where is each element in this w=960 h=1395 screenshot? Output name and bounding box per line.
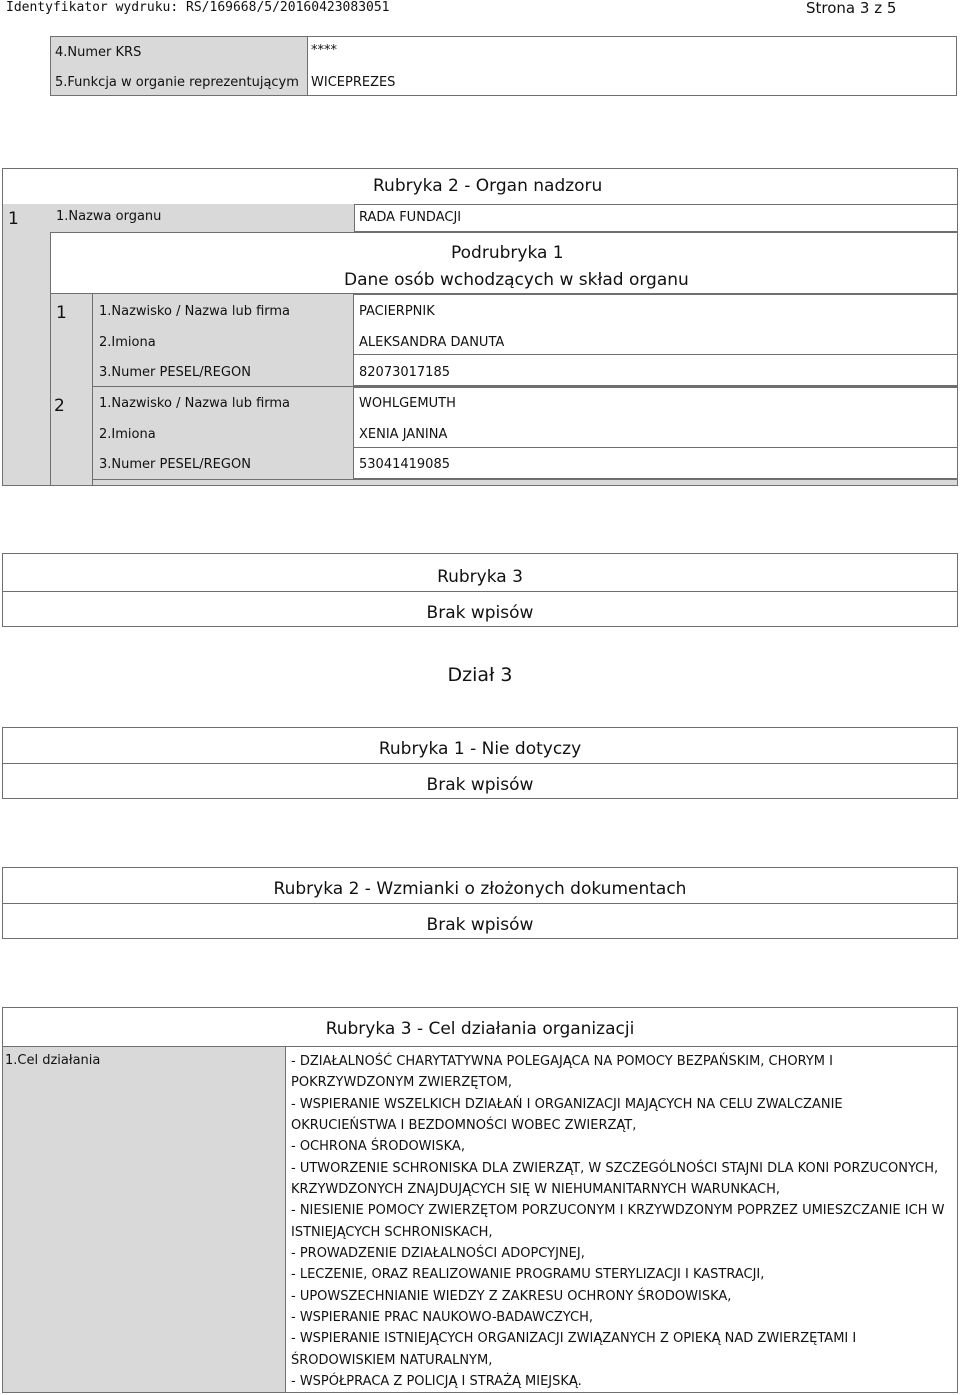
goal-line: POKRZYWDZONYM ZWIERZĘTOM, bbox=[291, 1075, 512, 1091]
person2-index: 2 bbox=[54, 396, 65, 416]
person1-surname-label: 1.Nazwisko / Nazwa lub firma bbox=[99, 304, 291, 319]
person2-names: XENIA JANINA bbox=[359, 427, 448, 442]
goal-line: - NIESIENIE POMOCY ZWIERZĘTOM PORZUCONYM I KRZYWDZONYM POPRZEZ UMIESZCZANIE ICH W bbox=[291, 1203, 945, 1219]
person1-surname: PACIERPNIK bbox=[359, 304, 435, 319]
person2-surname-label: 1.Nazwisko / Nazwa lub firma bbox=[99, 396, 291, 411]
organ-index: 1 bbox=[8, 209, 19, 229]
print-identifier: Identyfikator wydruku: RS/169668/5/20160423083051 bbox=[6, 0, 390, 15]
podrubryka-title: Podrubryka 1 bbox=[451, 243, 564, 263]
d3-rubryka1-empty: Brak wpisów bbox=[426, 775, 534, 795]
person1-names-label: 2.Imiona bbox=[99, 335, 156, 350]
d3-rubryka1-title: Rubryka 1 - Nie dotyczy bbox=[378, 739, 582, 759]
podrubryka-subtitle: Dane osób wchodzących w skład organu bbox=[344, 270, 689, 290]
function-value: WICEPREZES bbox=[311, 75, 396, 90]
organ-value: RADA FUNDACJI bbox=[359, 210, 462, 225]
person2-pesel: 53041419085 bbox=[359, 457, 450, 472]
goal-line: ISTNIEJĄCYCH SCHRONISKACH, bbox=[291, 1224, 493, 1240]
goal-line: - WSPÓŁPRACA Z POLICJĄ I STRAŻĄ MIEJSKĄ. bbox=[291, 1374, 582, 1390]
krs-value: **** bbox=[311, 43, 337, 58]
person2-surname: WOHLGEMUTH bbox=[359, 396, 456, 411]
d3-rubryka3-title: Rubryka 3 - Cel działania organizacji bbox=[325, 1019, 635, 1039]
d3-rubryka2-title: Rubryka 2 - Wzmianki o złożonych dokumentach bbox=[273, 879, 687, 899]
goal-line: - WSPIERANIE ISTNIEJĄCYCH ORGANIZACJI ZWIĄZANYCH Z OPIEKĄ NAD ZWIERZĘTAMI I bbox=[291, 1331, 857, 1347]
goal-line: - WSPIERANIE PRAC NAUKOWO-BADAWCZYCH, bbox=[291, 1310, 594, 1326]
goal-line: OKRUCIEŃSTWA I BEZDOMNOŚCI WOBEC ZWIERZĄT, bbox=[291, 1118, 637, 1134]
goal-line: KRZYWDZONYCH ZNAJDUJĄCYCH SIĘ W NIEHUMANITARNYCH WARUNKACH, bbox=[291, 1182, 780, 1198]
goal-line: - DZIAŁALNOŚĆ CHARYTATYWNA POLEGAJĄCA NA POMOCY BEZPAŃSKIM, CHORYM I bbox=[291, 1054, 833, 1069]
goal-line: - OCHRONA ŚRODOWISKA, bbox=[291, 1139, 465, 1155]
dzial3-title: Dział 3 bbox=[447, 664, 513, 686]
rubryka2-title: Rubryka 2 - Organ nadzoru bbox=[373, 176, 603, 196]
d3-rubryka2-empty: Brak wpisów bbox=[426, 915, 534, 935]
person1-pesel-label: 3.Numer PESEL/REGON bbox=[99, 365, 251, 380]
person1-index: 1 bbox=[56, 303, 67, 323]
rubryka3-title: Rubryka 3 bbox=[437, 567, 523, 587]
function-label: 5.Funkcja w organie reprezentującym bbox=[55, 75, 299, 90]
goal-line: - LECZENIE, ORAZ REALIZOWANIE PROGRAMU STERYLIZACJI I KASTRACJI, bbox=[291, 1267, 765, 1283]
person2-pesel-label: 3.Numer PESEL/REGON bbox=[99, 457, 251, 472]
person1-pesel: 82073017185 bbox=[359, 365, 450, 380]
organ-label: 1.Nazwa organu bbox=[56, 209, 162, 224]
page-number: Strona 3 z 5 bbox=[806, 0, 897, 17]
person1-names: ALEKSANDRA DANUTA bbox=[359, 335, 505, 350]
krs-label: 4.Numer KRS bbox=[55, 45, 142, 60]
goal-label-cell bbox=[2, 1046, 286, 1393]
goal-line: ŚRODOWISKIEM NATURALNYM, bbox=[291, 1352, 493, 1368]
goal-label: 1.Cel działania bbox=[5, 1053, 101, 1068]
rubryka3-empty: Brak wpisów bbox=[426, 603, 534, 623]
goal-text bbox=[291, 1051, 951, 1393]
top-fields-values bbox=[307, 36, 957, 96]
goal-line: - WSPIERANIE WSZELKICH DZIAŁAŃ I ORGANIZACJI MAJĄCYCH NA CELU ZWALCZANIE bbox=[291, 1096, 843, 1112]
goal-line: - UTWORZENIE SCHRONISKA DLA ZWIERZĄT, W SZCZEGÓLNOŚCI STAJNI DLA KONI PORZUCONYCH, bbox=[291, 1160, 939, 1176]
goal-line: - UPOWSZECHNIANIE WIEDZY Z ZAKRESU OCHRONY ŚRODOWISKA, bbox=[291, 1288, 732, 1304]
goal-line: - PROWADZENIE DZIAŁALNOŚCI ADOPCYJNEJ, bbox=[291, 1246, 585, 1262]
person2-names-label: 2.Imiona bbox=[99, 427, 156, 442]
